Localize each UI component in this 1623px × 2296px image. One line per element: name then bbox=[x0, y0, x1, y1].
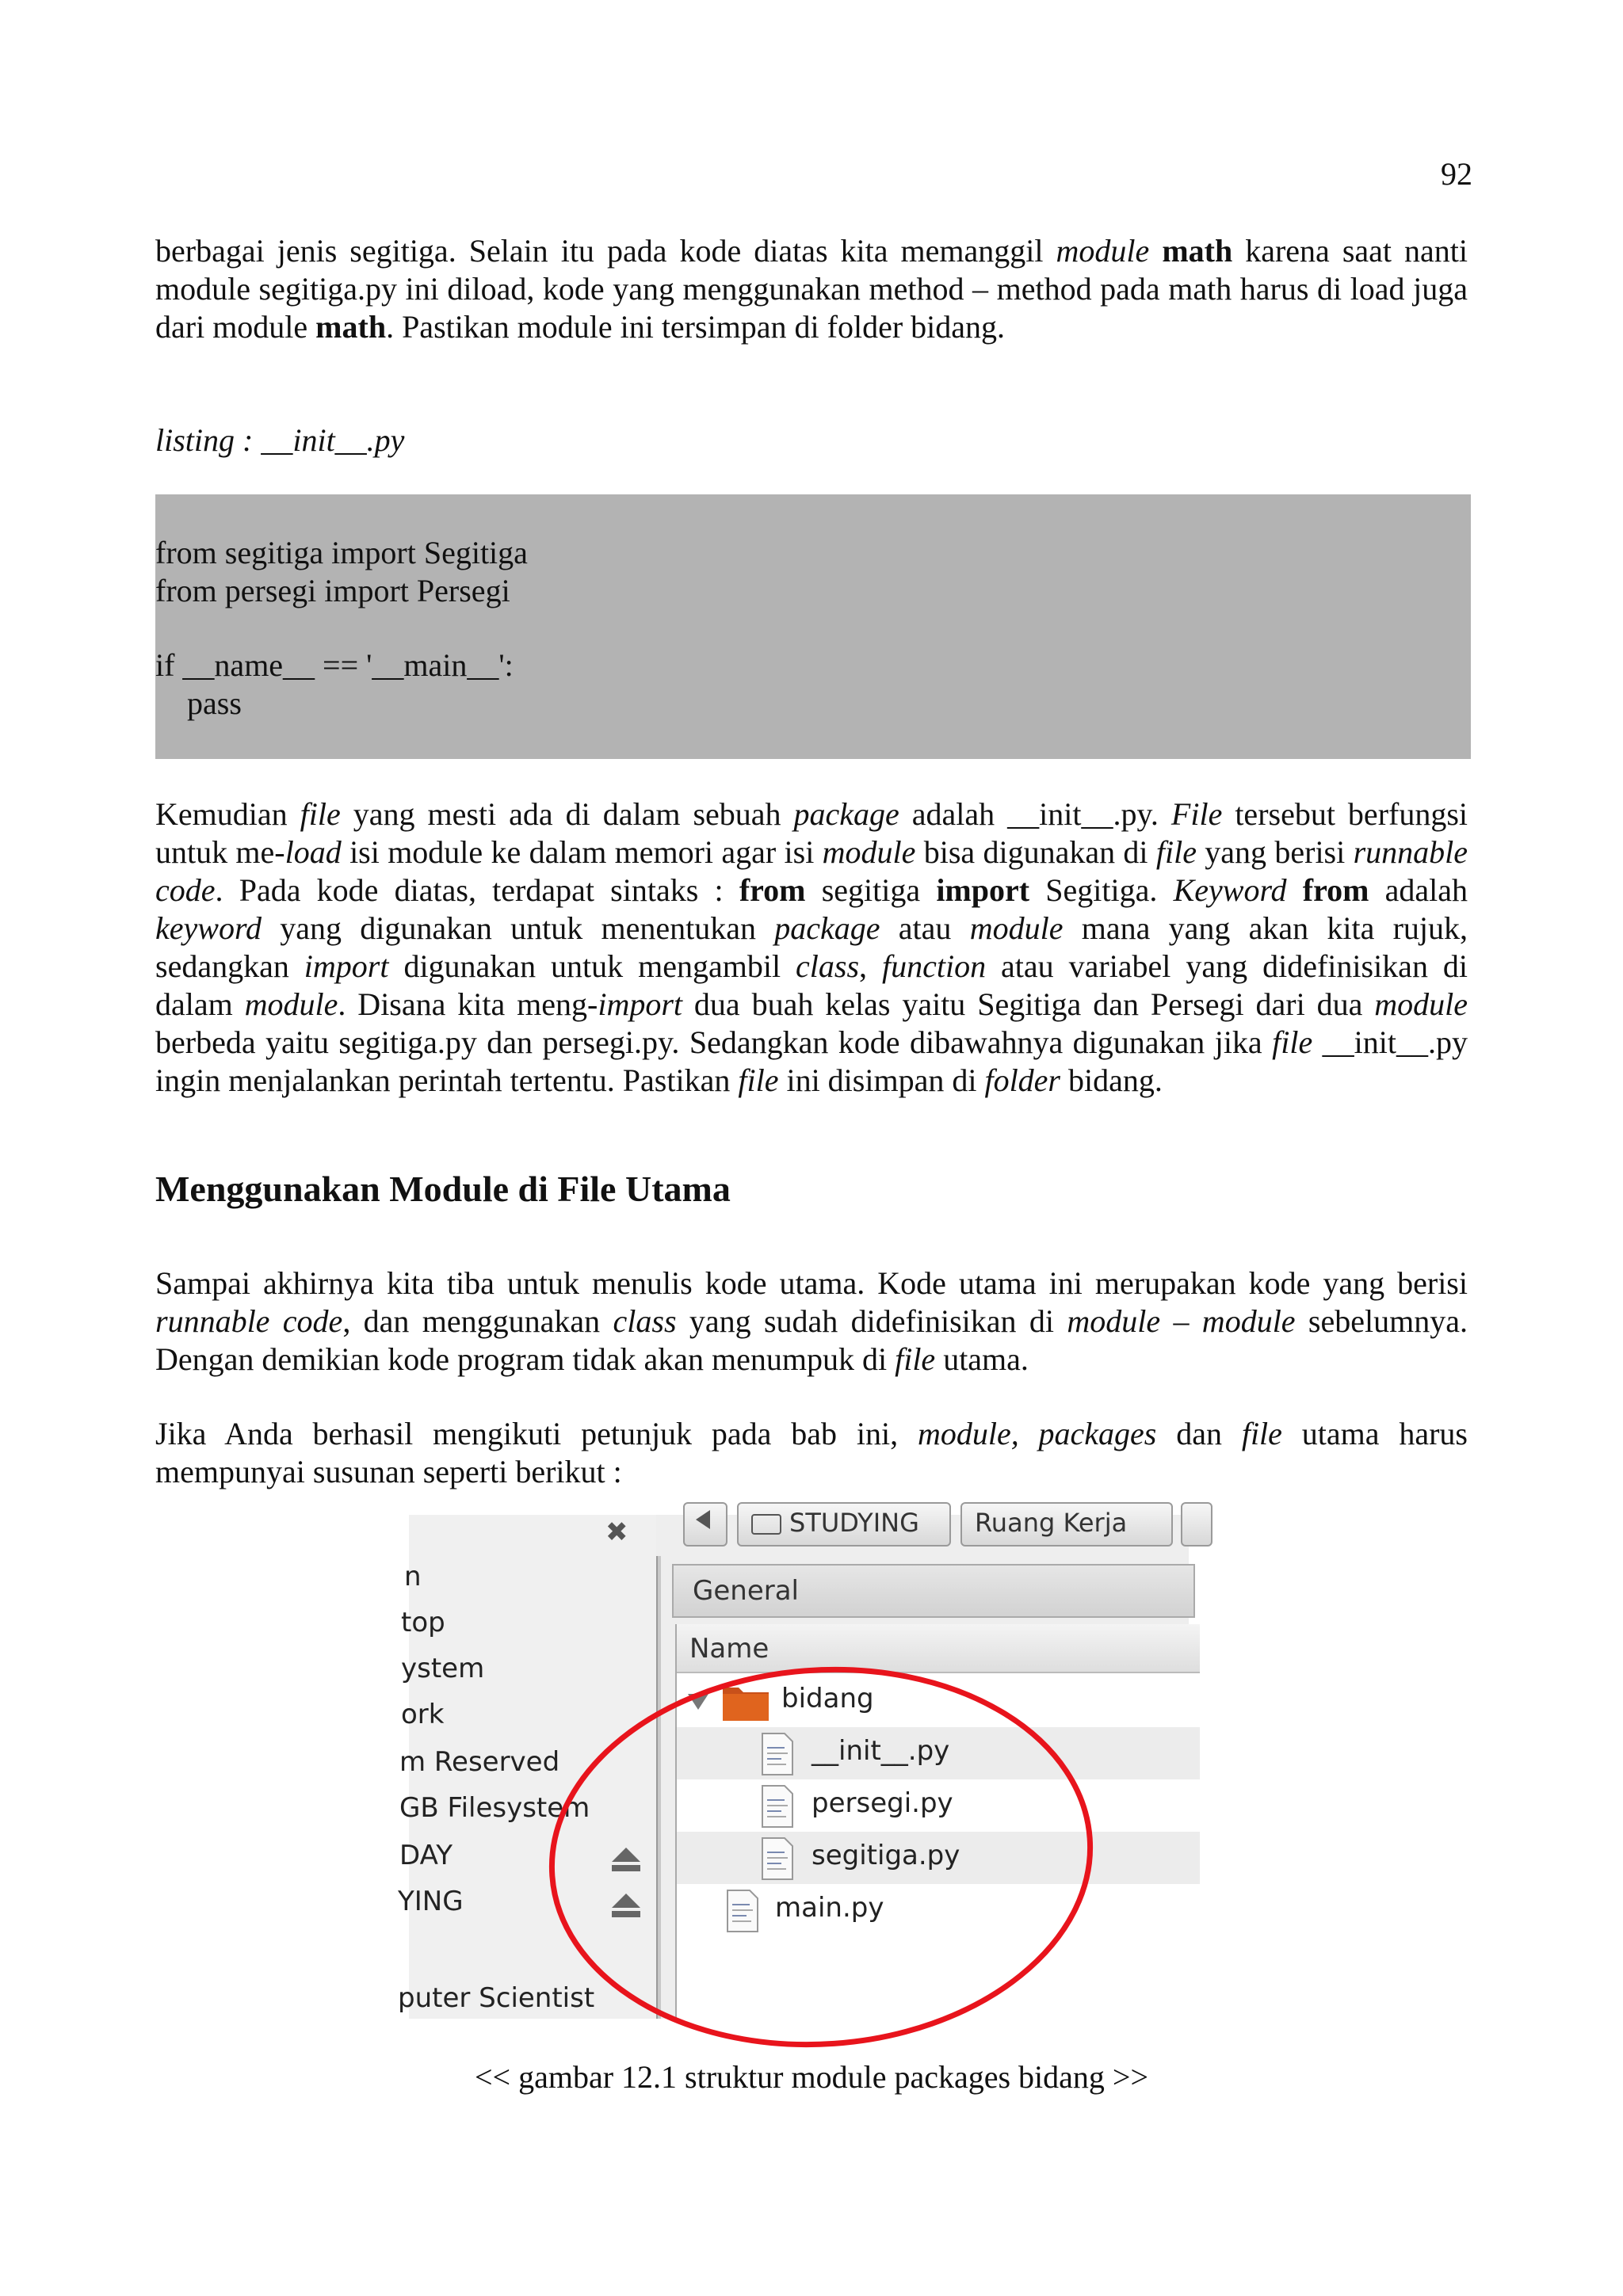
sidebar-item[interactable]: top bbox=[401, 1607, 445, 1638]
sidebar-item[interactable]: m Reserved bbox=[399, 1746, 560, 1778]
sidebar-item[interactable]: YING bbox=[398, 1886, 464, 1917]
code-line: from segitiga import Segitiga bbox=[155, 535, 528, 570]
file-name: __init__.py bbox=[812, 1735, 950, 1767]
sidebar-item[interactable]: DAY bbox=[399, 1840, 453, 1871]
paragraph-init-explanation: Kemudian file yang mesti ada di dalam sebuah package adalah __init__.py. File tersebut berfungsi untuk me-load isi module ke dalam memori agar isi module bisa digunakan di file yang berisi runnable code. Pada kode diatas, terdapat sintaks : from segitiga import Segitiga. Keyword from adalah keyword yang digunakan untuk menentukan package atau module mana yang akan kita rujuk, sedangkan import digunakan untuk mengambil class, function atau variabel yang didefinisikan di dalam module. Disana kita meng-import dua buah kelas yaitu Segitiga dan Persegi dari dua module berbeda yaitu segitiga.py dan persegi.py. Sedangkan kode dibawahnya digunakan jika file __init__.py ingin menjalankan perintah tertentu. Pastikan file ini disimpan di folder bidang. bbox=[155, 796, 1468, 1098]
listing-label: listing : __init__.py bbox=[155, 422, 405, 458]
path-button-label: STUDYING bbox=[789, 1508, 919, 1538]
file-name: bidang bbox=[781, 1683, 874, 1714]
sidebar-item[interactable]: GB Filesystem bbox=[399, 1792, 590, 1824]
code-line: if __name__ == '__main__': bbox=[155, 647, 514, 683]
tab-label: General bbox=[693, 1575, 799, 1607]
page-number: 92 bbox=[1441, 156, 1472, 192]
close-icon[interactable]: ✖ bbox=[605, 1516, 628, 1548]
paragraph-structure-intro: Jika Anda berhasil mengikuti petunjuk pada bab ini, module, packages dan file utama harus mempunyai susunan seperti berikut : bbox=[155, 1416, 1468, 1489]
paragraph-main-code: Sampai akhirnya kita tiba untuk menulis kode utama. Kode utama ini merupakan kode yang berisi runnable code, dan menggunakan class yang sudah didefinisikan di module – module sebelumnya. Dengan demikian kode program tidak akan menumpuk di file utama. bbox=[155, 1265, 1468, 1377]
sidebar-item[interactable]: n bbox=[404, 1561, 422, 1592]
code-line: pass bbox=[155, 685, 242, 721]
code-block bbox=[155, 494, 1471, 759]
path-button-label: Ruang Kerja bbox=[975, 1508, 1128, 1538]
figure-caption: << gambar 12.1 struktur module packages bidang >> bbox=[474, 2059, 1149, 2095]
paragraph-intro: berbagai jenis segitiga. Selain itu pada kode diatas kita memanggil module math karena saat nanti module segitiga.py ini diload, kode yang menggunakan method – method pada math harus di load juga dari module math. Pastikan module ini tersimpan di folder bidang. bbox=[155, 233, 1468, 345]
file-manager-screenshot bbox=[398, 1508, 1189, 2019]
sidebar-item[interactable]: ystem bbox=[401, 1653, 485, 1684]
sidebar-item[interactable]: ork bbox=[401, 1699, 445, 1730]
section-heading: Menggunakan Module di File Utama bbox=[155, 1169, 731, 1209]
red-highlight-ellipse bbox=[409, 1515, 1189, 2019]
code-line: from persegi import Persegi bbox=[155, 573, 510, 608]
column-header-label: Name bbox=[689, 1633, 769, 1665]
sidebar-item[interactable]: puter Scientist bbox=[398, 1982, 595, 2014]
file-name: main.py bbox=[775, 1892, 884, 1924]
file-name: persegi.py bbox=[812, 1787, 953, 1819]
file-name: segitiga.py bbox=[812, 1840, 960, 1871]
